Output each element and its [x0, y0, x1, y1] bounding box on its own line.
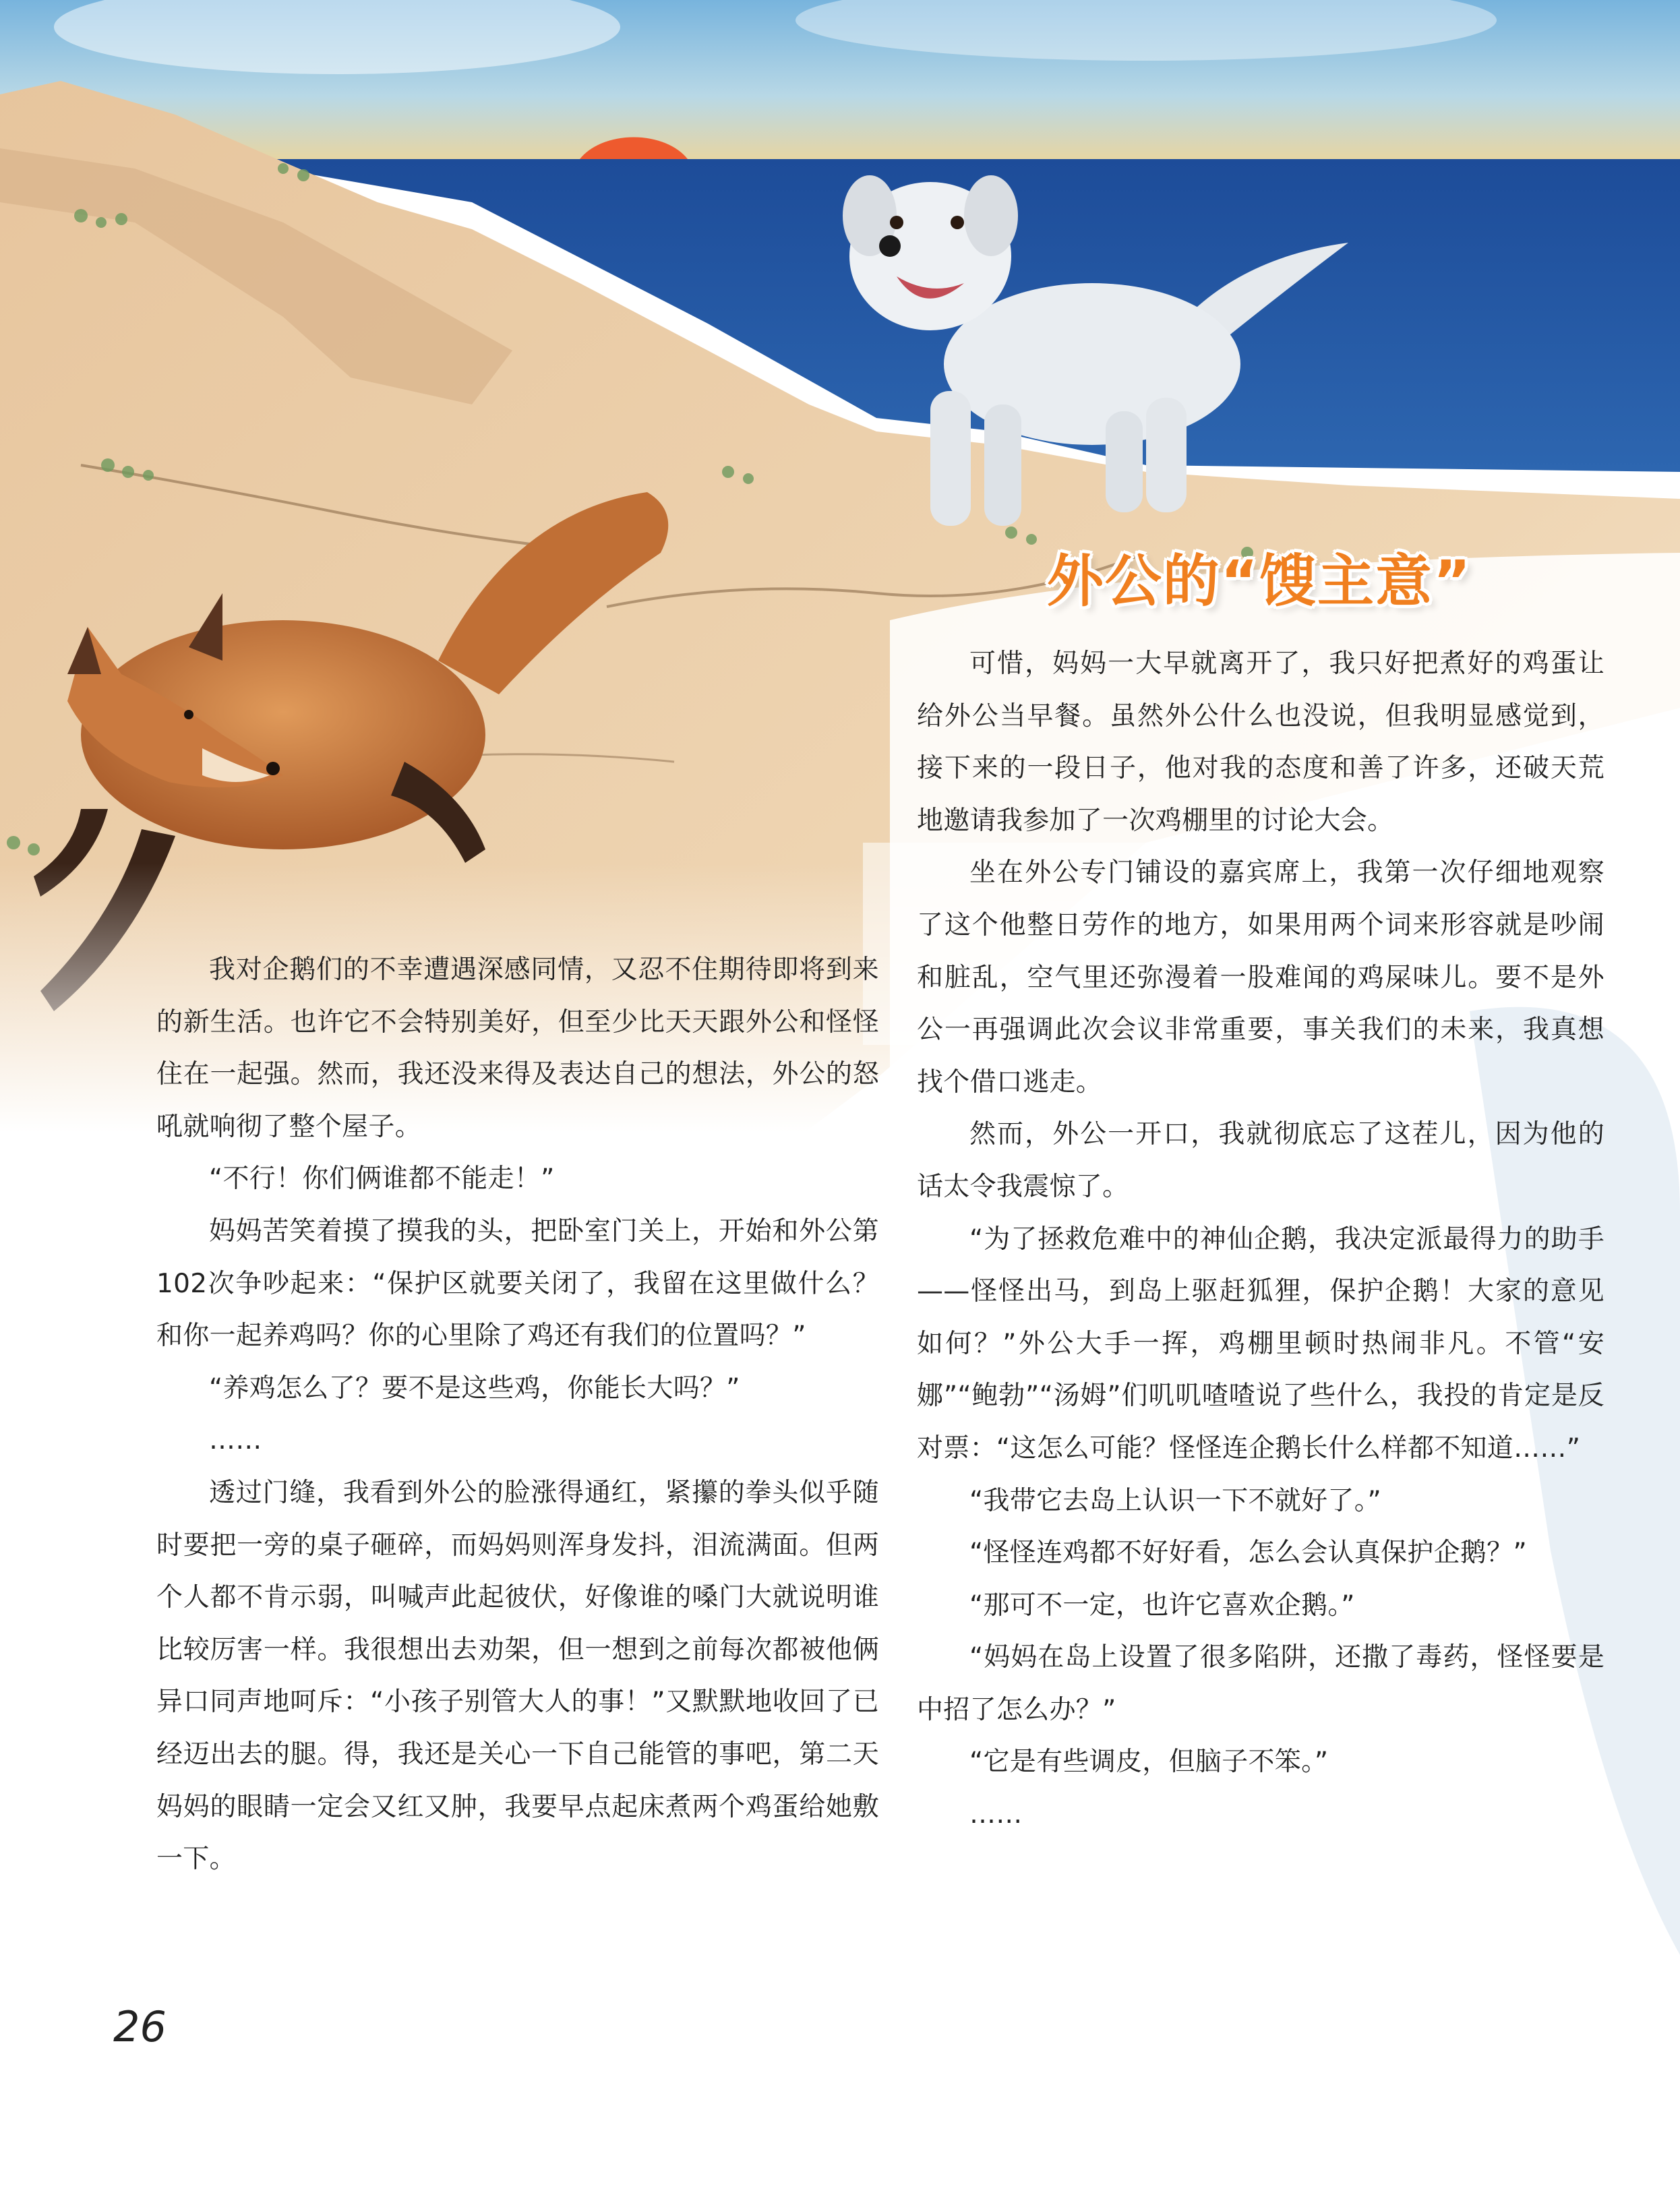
dialogue-line: “它是有些调皮，但脑子不笨。” [969, 1747, 1329, 1778]
dog-nose [879, 235, 901, 257]
article-title: 外公的“馊主意” [1046, 548, 1472, 614]
paragraph: 我对企鹅们的不幸遭遇深感同情，又忍不住期待即将到来的新生活。也许它不会特别美好，但至少比天天跟外公和怪怪住在一起强。然而，我还没来得及表达自己的想法，外公的怒吼就响彻了整个屋子。 [156, 955, 879, 1142]
dog-ear [964, 175, 1018, 256]
paragraph: “为了拯救危难中的神仙企鹅，我决定派最得力的助手——怪怪出马，到岛上驱赶狐狸，保护企鹅！大家的意见如何？”外公大手一挥，鸡棚里顿时热闹非凡。不管“安娜”“鲍勃”“汤姆”们叽叽喳喳说了些什么，我投的肯定是反对票：“这怎么可能？怪怪连企鹅长什么样都不知道……” [917, 1224, 1604, 1464]
paragraph: 然而，外公一开口，我就彻底忘了这茬儿，因为他的话太令我震惊了。 [917, 1119, 1604, 1202]
fox-eye [184, 710, 193, 719]
fox-nose [266, 762, 280, 775]
paragraph: 坐在外公专门铺设的嘉宾席上，我第一次仔细地观察了这个他整日劳作的地方，如果用两个词来形容就是吵闹和脏乱，空气里还弥漫着一股难闻的鸡屎味儿。要不是外公一再强调此次会议非常重要，事关我们的未来，我真想找个借口逃走。 [917, 857, 1604, 1097]
paragraph: 透过门缝，我看到外公的脸涨得通红，紧攥的拳头似乎随时要把一旁的桌子砸碎，而妈妈则浑身发抖，泪流满面。但两个人都不肯示弱，叫喊声此起彼伏，好像谁的嗓门大就说明谁比较厉害一样。我很想出去劝架，但一想到之前每次都被他俩异口同声地呵斥：“小孩子别管大人的事！”又默默地收回了已经迈出去的腿。得，我还是关心一下自己能管的事吧，第二天妈妈的眼睛一定会又红又肿，我要早点起床煮两个鸡蛋给她敷一下。 [156, 1477, 879, 1875]
left-text-column [156, 944, 879, 1886]
dialogue-line: “我带它去岛上认识一下不就好了。” [969, 1485, 1382, 1516]
dog-leg [1146, 398, 1187, 512]
ellipsis-line: …… [209, 1425, 262, 1456]
paragraph: 妈妈苦笑着摸了摸我的头，把卧室门关上，开始和外公第102次争吵起来：“保护区就要关闭了，我留在这里做什么？和你一起养鸡吗？你的心里除了鸡还有我们的位置吗？” [156, 1215, 879, 1352]
page-number: 26 [113, 2002, 167, 2051]
dog-leg [984, 404, 1021, 526]
ellipsis-line: …… [969, 1799, 1023, 1830]
dog-eye [951, 216, 964, 229]
dog-leg [1106, 411, 1143, 512]
dog-leg [930, 391, 971, 526]
dialogue-line: “怪怪连鸡都不好好看，怎么会认真保护企鹅？” [969, 1538, 1528, 1569]
dialogue-line: “不行！你们俩谁都不能走！” [209, 1164, 555, 1195]
paragraph: 可惜，妈妈一大早就离开了，我只好把煮好的鸡蛋让给外公当早餐。虽然外公什么也没说，但我明显感觉到，接下来的一段日子，他对我的态度和善了许多，还破天荒地邀请我参加了一次鸡棚里的讨论大会。 [917, 649, 1604, 836]
dialogue-line: “那可不一定，也许它喜欢企鹅。” [969, 1590, 1355, 1621]
dog-eye [890, 216, 903, 229]
right-text-column [917, 638, 1604, 1841]
dialogue-line: “养鸡怎么了？要不是这些鸡，你能长大吗？” [209, 1373, 740, 1404]
dialogue-line: “妈妈在岛上设置了很多陷阱，还撒了毒药，怪怪要是中招了怎么办？” [917, 1642, 1604, 1725]
